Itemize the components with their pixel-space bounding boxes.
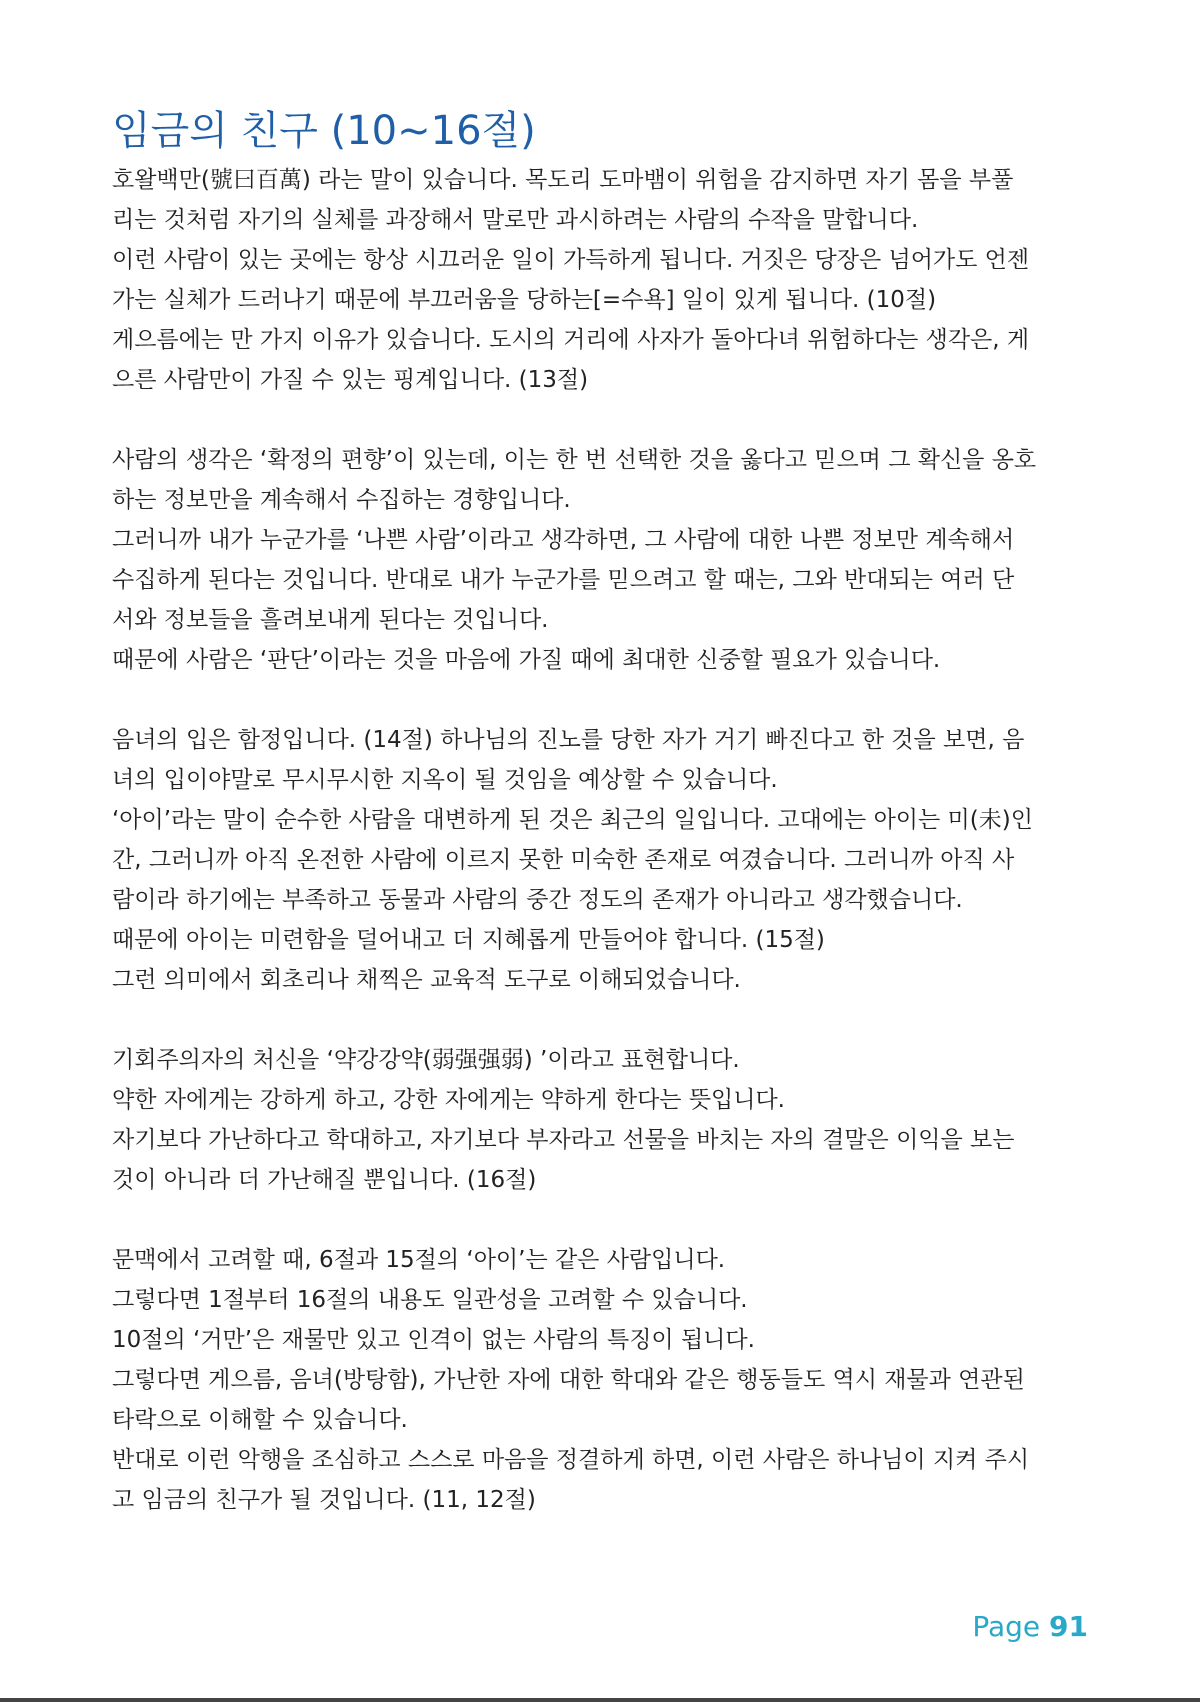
section-confirmation-bias bbox=[112, 440, 1102, 680]
paragraph: 사람의 생각은 ‘확정의 편향’이 있는데, 이는 한 번 선택한 것을 옳다고 믿으며 그 확신을 옹호 하는 정보만을 계속해서 수집하는 경향입니다. bbox=[112, 447, 1037, 513]
paragraph: 그런 의미에서 회초리나 채찍은 교육적 도구로 이해되었습니다. bbox=[112, 967, 741, 993]
section-children bbox=[112, 720, 1102, 1000]
paragraph: 자기보다 가난하다고 학대하고, 자기보다 부자라고 선물을 바치는 자의 결말은 이익을 보는 것이 아니라 더 가난해질 뿐입니다. (16절) bbox=[112, 1127, 1015, 1193]
page-title: 임금의 친구 (10~16절) bbox=[112, 108, 536, 154]
paragraph: ‘아이’라는 말이 순수한 사람을 대변하게 된 것은 최근의 일입니다. 고대에는 아이는 미(未)인 간, 그러니까 아직 온전한 사람에 이르지 못한 미숙한 존재로 여겼습니다. 그러니까 아직 사 람이라 하기에는 부족하고 동물과 사람의 중간 정도의 존재가 아니라고 생각했습니다. bbox=[112, 807, 1033, 913]
section-context bbox=[112, 1240, 1102, 1520]
paragraph: 문맥에서 고려할 때, 6절과 15절의 ‘아이’는 같은 사람입니다. bbox=[112, 1247, 726, 1273]
paragraph: 그렇다면 1절부터 16절의 내용도 일관성을 고려할 수 있습니다. bbox=[112, 1287, 748, 1313]
page-number-label: Page bbox=[972, 1610, 1041, 1643]
paragraph: 약한 자에게는 강하게 하고, 강한 자에게는 약하게 한다는 뜻입니다. bbox=[112, 1087, 785, 1113]
paragraph: 그러니까 내가 누군가를 ‘나쁜 사람’이라고 생각하면, 그 사람에 대한 나쁜 정보만 계속해서 수집하게 된다는 것입니다. 반대로 내가 누군가를 믿으려고 할 때는, 그와 반대되는 여러 단 서와 정보들을 흘려보내게 된다는 것입니다. bbox=[112, 527, 1015, 633]
paragraph: 기회주의자의 처신을 ‘약강강약(弱强强弱) ’이라고 표현합니다. bbox=[112, 1047, 740, 1073]
paragraph: 반대로 이런 악행을 조심하고 스스로 마음을 정결하게 하면, 이런 사람은 하나님이 지켜 주시 고 임금의 친구가 될 것입니다. (11, 12절) bbox=[112, 1447, 1030, 1513]
body-content bbox=[112, 160, 1102, 1560]
section-boasting bbox=[112, 160, 1102, 400]
paragraph: 이런 사람이 있는 곳에는 항상 시끄러운 일이 가득하게 됩니다. 거짓은 당장은 넘어가도 언젠 가는 실체가 드러나기 때문에 부끄러움을 당하는[=수욕] 일이 있게 됩니다. (10절) bbox=[112, 247, 1030, 313]
paragraph: 10절의 ‘거만’은 재물만 있고 인격이 없는 사람의 특징이 됩니다. bbox=[112, 1327, 755, 1353]
paragraph: 때문에 사람은 ‘판단’이라는 것을 마음에 가질 때에 최대한 신중할 필요가 있습니다. bbox=[112, 647, 941, 673]
page-number-value: 91 bbox=[1049, 1610, 1088, 1643]
bottom-border bbox=[0, 1698, 1200, 1702]
paragraph: 때문에 아이는 미련함을 덜어내고 더 지혜롭게 만들어야 합니다. (15절) bbox=[112, 927, 825, 953]
paragraph: 그렇다면 게으름, 음녀(방탕함), 가난한 자에 대한 학대와 같은 행동들도 역시 재물과 연관된 타락으로 이해할 수 있습니다. bbox=[112, 1367, 1025, 1433]
page-number bbox=[972, 1610, 1088, 1643]
paragraph: 게으름에는 만 가지 이유가 있습니다. 도시의 거리에 사자가 돌아다녀 위험하다는 생각은, 게 으른 사람만이 가질 수 있는 핑계입니다. (13절) bbox=[112, 327, 1030, 393]
paragraph: 호왈백만(號曰百萬) 라는 말이 있습니다. 목도리 도마뱀이 위험을 감지하면 자기 몸을 부풀 리는 것처럼 자기의 실체를 과장해서 말로만 과시하려는 사람의 수작을 말합니다. bbox=[112, 167, 1014, 233]
paragraph: 음녀의 입은 함정입니다. (14절) 하나님의 진노를 당한 자가 거기 빠진다고 한 것을 보면, 음 녀의 입이야말로 무시무시한 지옥이 될 것임을 예상할 수 있습니다. bbox=[112, 727, 1025, 793]
section-opportunist bbox=[112, 1040, 1102, 1200]
